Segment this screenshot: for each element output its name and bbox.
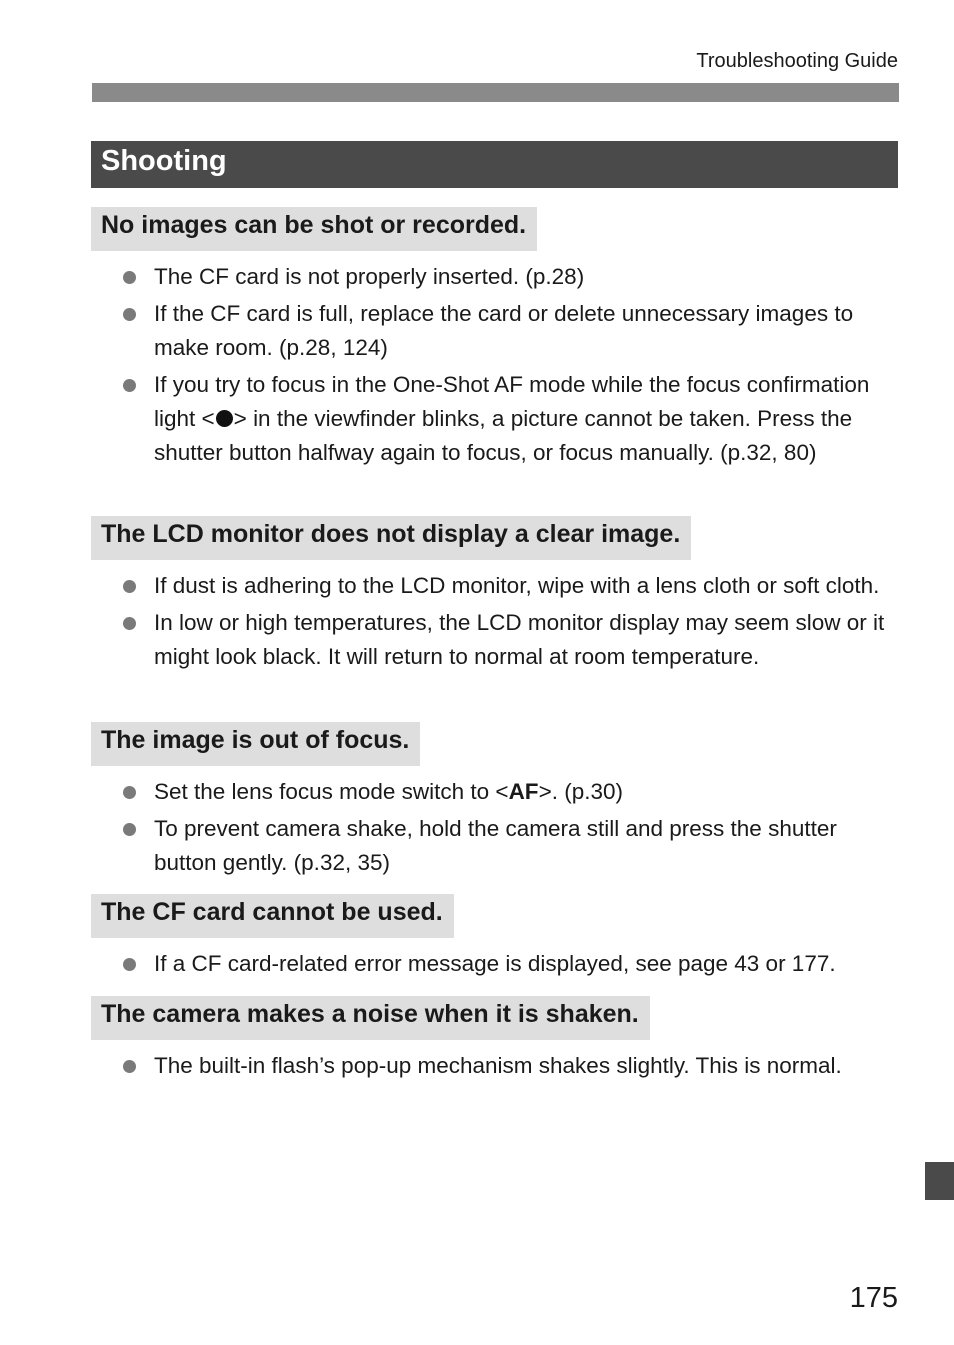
section-title: Shooting: [101, 145, 227, 177]
focus-confirmation-light-icon: [216, 410, 233, 427]
page-number: 175: [849, 1282, 898, 1314]
topic-heading: The CF card cannot be used.: [91, 894, 454, 938]
bullet-icon: [123, 271, 136, 284]
bullet-icon: [123, 308, 136, 321]
bullet-list: [91, 569, 898, 674]
list-item-text-after: > in the viewfinder blinks, a picture cannot be taken. Press the shutter button halfway again to focus, or focus manually. (p.32, 80): [154, 406, 853, 465]
topic-no-images: [91, 207, 898, 473]
list-item-text: To prevent camera shake, hold the camera still and press the shutter button gently. (p.32, 35): [154, 816, 837, 875]
topic-heading: The image is out of focus.: [91, 722, 420, 766]
list-item-text-before: Set the lens focus mode switch to <: [154, 779, 509, 804]
topic-out-of-focus: [91, 722, 898, 883]
list-item-text-before: If you try to focus in the One-Shot AF mode while the focus confirmation light <: [154, 372, 870, 431]
chapter-thumb-tab: [925, 1162, 954, 1200]
bullet-icon: [123, 958, 136, 971]
list-item: [91, 260, 898, 294]
bullet-list: [91, 775, 898, 880]
topic-lcd-monitor: [91, 516, 898, 677]
topic-camera-noise: [91, 996, 898, 1086]
bullet-icon: [123, 823, 136, 836]
list-item: [91, 569, 898, 603]
bullet-list: [91, 1049, 898, 1083]
list-item-text-after: >. (p.30): [538, 779, 623, 804]
bullet-icon: [123, 786, 136, 799]
list-item: [91, 947, 898, 981]
bullet-list: [91, 947, 898, 981]
list-item: [91, 368, 898, 470]
list-item-text: If dust is adhering to the LCD monitor, wipe with a lens cloth or soft cloth.: [154, 573, 880, 598]
list-item-text: If a CF card-related error message is displayed, see page 43 or 177.: [154, 951, 836, 976]
topic-heading: No images can be shot or recorded.: [91, 207, 537, 251]
af-mode-label: AF: [508, 779, 539, 804]
list-item: [91, 606, 898, 674]
list-item: [91, 297, 898, 365]
list-item-text: The built-in flash’s pop-up mechanism shakes slightly. This is normal.: [154, 1053, 842, 1078]
topic-heading: The camera makes a noise when it is shaken.: [91, 996, 650, 1040]
bullet-icon: [123, 379, 136, 392]
bullet-icon: [123, 617, 136, 630]
list-item-text: The CF card is not properly inserted. (p.28): [154, 264, 585, 289]
list-item-text: If the CF card is full, replace the card or delete unnecessary images to make room. (p.28, 124): [154, 301, 854, 360]
bullet-icon: [123, 1060, 136, 1073]
list-item: [91, 775, 898, 809]
list-item: [91, 812, 898, 880]
section-title-bar: [91, 141, 898, 188]
list-item: [91, 1049, 898, 1083]
running-head: Troubleshooting Guide: [696, 50, 898, 72]
topic-cf-card: [91, 894, 898, 984]
bullet-list: [91, 260, 898, 470]
list-item-text: In low or high temperatures, the LCD monitor display may seem slow or it might look black. It will return to normal at room temperature.: [154, 610, 885, 669]
bullet-icon: [123, 580, 136, 593]
topic-heading: The LCD monitor does not display a clear image.: [91, 516, 691, 560]
header-rule: [92, 83, 899, 102]
